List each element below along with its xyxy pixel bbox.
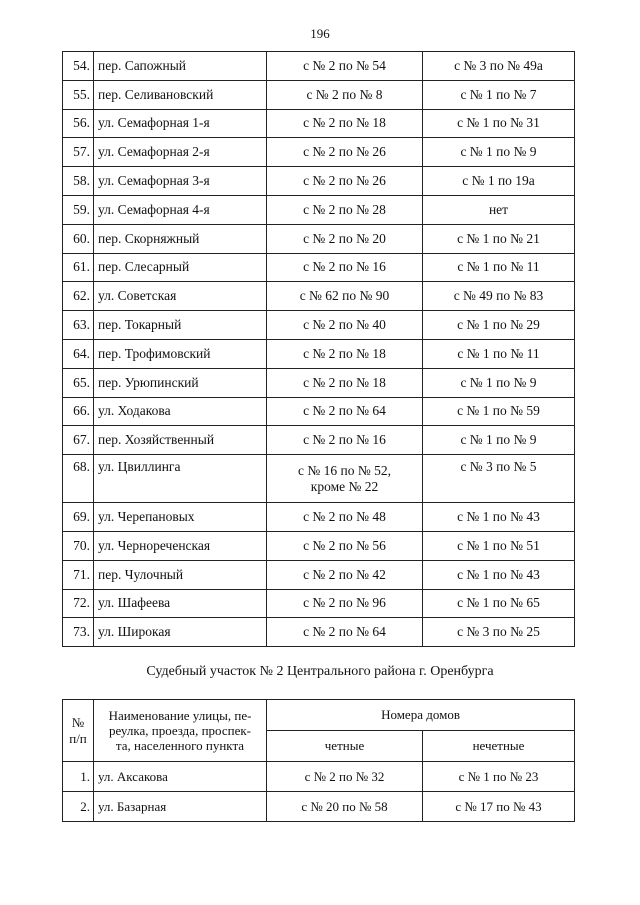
table-row	[63, 792, 575, 822]
even-houses: с № 2 по № 26	[267, 167, 423, 196]
even-houses: с № 2 по № 18	[267, 339, 423, 368]
table-row	[63, 138, 575, 167]
row-number: 55.	[63, 80, 94, 109]
header-street-name-line2: реулка, проезда, проспек-	[108, 723, 251, 738]
odd-houses: с № 1 по № 9	[423, 138, 575, 167]
row-number: 65.	[63, 368, 94, 397]
table-row	[63, 455, 575, 503]
odd-houses: с № 1 по № 43	[423, 503, 575, 532]
row-number: 72.	[63, 589, 94, 618]
odd-houses: с № 1 по № 11	[423, 339, 575, 368]
even-houses: с № 2 по № 54	[267, 52, 423, 81]
table-row	[63, 311, 575, 340]
table-row	[63, 618, 575, 647]
even-houses-line1: с № 16 по № 52,	[298, 462, 391, 478]
row-number: 2.	[63, 792, 94, 822]
row-number: 57.	[63, 138, 94, 167]
street-name: ул. Семафорная 2-я	[94, 138, 267, 167]
odd-houses: с № 3 по № 5	[423, 455, 575, 503]
even-houses: с № 2 по № 32	[267, 762, 423, 792]
row-number: 73.	[63, 618, 94, 647]
row-number: 67.	[63, 426, 94, 455]
odd-houses: с № 1 по № 21	[423, 224, 575, 253]
table-row	[63, 52, 575, 81]
row-number: 71.	[63, 560, 94, 589]
odd-houses: с № 3 по № 49а	[423, 52, 575, 81]
odd-houses: с № 1 по № 65	[423, 589, 575, 618]
table-row	[63, 80, 575, 109]
header-odd: нечетные	[423, 731, 575, 762]
odd-houses: с № 1 по № 9	[423, 426, 575, 455]
street-name: пер. Трофимовский	[94, 339, 267, 368]
street-name: ул. Семафорная 4-я	[94, 195, 267, 224]
header-house-numbers: Номера домов	[267, 700, 575, 731]
even-houses: с № 2 по № 56	[267, 531, 423, 560]
odd-houses: с № 17 по № 43	[423, 792, 575, 822]
street-name: ул. Черепановых	[94, 503, 267, 532]
header-street-name	[94, 700, 267, 762]
table-row	[63, 531, 575, 560]
even-houses: с № 2 по № 40	[267, 311, 423, 340]
odd-houses: с № 1 по № 7	[423, 80, 575, 109]
row-number: 58.	[63, 167, 94, 196]
odd-houses: нет	[423, 195, 575, 224]
table-header-row	[63, 700, 575, 731]
odd-houses: с № 1 по № 31	[423, 109, 575, 138]
street-name: пер. Сапожный	[94, 52, 267, 81]
street-name: ул. Базарная	[94, 792, 267, 822]
odd-houses: с № 49 по № 83	[423, 282, 575, 311]
table-row	[63, 195, 575, 224]
table-row	[63, 397, 575, 426]
table-row	[63, 560, 575, 589]
even-houses: с № 2 по № 26	[267, 138, 423, 167]
row-number: 59.	[63, 195, 94, 224]
row-number: 64.	[63, 339, 94, 368]
street-name: ул. Семафорная 3-я	[94, 167, 267, 196]
street-name: ул. Широкая	[94, 618, 267, 647]
odd-houses: с № 1 по № 43	[423, 560, 575, 589]
even-houses: с № 2 по № 8	[267, 80, 423, 109]
even-houses	[267, 455, 423, 503]
row-number: 56.	[63, 109, 94, 138]
even-houses: с № 2 по № 16	[267, 253, 423, 282]
table-row	[63, 282, 575, 311]
street-name: ул. Семафорная 1-я	[94, 109, 267, 138]
street-name: пер. Селивановский	[94, 80, 267, 109]
row-number: 69.	[63, 503, 94, 532]
even-houses: с № 2 по № 28	[267, 195, 423, 224]
odd-houses: с № 1 по № 23	[423, 762, 575, 792]
odd-houses: с № 1 по № 9	[423, 368, 575, 397]
even-houses: с № 2 по № 96	[267, 589, 423, 618]
even-houses: с № 2 по № 42	[267, 560, 423, 589]
row-number: 70.	[63, 531, 94, 560]
street-name: пер. Хозяйственный	[94, 426, 267, 455]
street-name: ул. Цвиллинга	[94, 455, 267, 503]
header-street-name-line3: та, населенного пункта	[115, 738, 245, 753]
street-name: пер. Чулочный	[94, 560, 267, 589]
even-houses: с № 2 по № 20	[267, 224, 423, 253]
street-name: пер. Слесарный	[94, 253, 267, 282]
page-number: 196	[310, 26, 330, 41]
row-number: 54.	[63, 52, 94, 81]
table-row	[63, 762, 575, 792]
even-houses: с № 2 по № 48	[267, 503, 423, 532]
row-number: 66.	[63, 397, 94, 426]
row-number: 1.	[63, 762, 94, 792]
row-number: 60.	[63, 224, 94, 253]
header-number-line2: п/п	[69, 730, 87, 746]
header-even: четные	[267, 731, 423, 762]
table-row	[63, 109, 575, 138]
street-name: ул. Аксакова	[94, 762, 267, 792]
street-name: ул. Советская	[94, 282, 267, 311]
even-houses: с № 62 по № 90	[267, 282, 423, 311]
street-name: пер. Токарный	[94, 311, 267, 340]
street-name: ул. Чернореченская	[94, 531, 267, 560]
odd-houses: с № 1 по № 11	[423, 253, 575, 282]
even-houses: с № 2 по № 18	[267, 368, 423, 397]
odd-houses: с № 1 по № 59	[423, 397, 575, 426]
odd-houses: с № 1 по № 29	[423, 311, 575, 340]
even-houses: с № 2 по № 64	[267, 618, 423, 647]
table-row	[63, 426, 575, 455]
even-houses: с № 2 по № 64	[267, 397, 423, 426]
table-row	[63, 368, 575, 397]
row-number: 68.	[63, 455, 94, 503]
odd-houses: с № 3 по № 25	[423, 618, 575, 647]
address-table-part2	[62, 699, 575, 822]
even-houses: с № 2 по № 16	[267, 426, 423, 455]
table-row	[63, 589, 575, 618]
even-houses: с № 2 по № 18	[267, 109, 423, 138]
table-row	[63, 224, 575, 253]
table-row	[63, 253, 575, 282]
street-name: пер. Скорняжный	[94, 224, 267, 253]
table-row	[63, 503, 575, 532]
even-houses: с № 20 по № 58	[267, 792, 423, 822]
row-number: 63.	[63, 311, 94, 340]
table-row	[63, 167, 575, 196]
row-number: 62.	[63, 282, 94, 311]
header-number-line1: №	[71, 714, 85, 730]
table-row	[63, 339, 575, 368]
header-number	[63, 700, 94, 762]
section-title: Судебный участок № 2 Центрального района г. Оренбурга	[146, 664, 494, 679]
row-number: 61.	[63, 253, 94, 282]
even-houses-line2: кроме № 22	[310, 478, 379, 494]
address-table-part1	[62, 51, 575, 647]
odd-houses: с № 1 по № 51	[423, 531, 575, 560]
street-name: ул. Ходакова	[94, 397, 267, 426]
header-street-name-line1: Наименование улицы, пе-	[108, 708, 252, 723]
odd-houses: с № 1 по 19а	[423, 167, 575, 196]
street-name: ул. Шафеева	[94, 589, 267, 618]
street-name: пер. Урюпинский	[94, 368, 267, 397]
